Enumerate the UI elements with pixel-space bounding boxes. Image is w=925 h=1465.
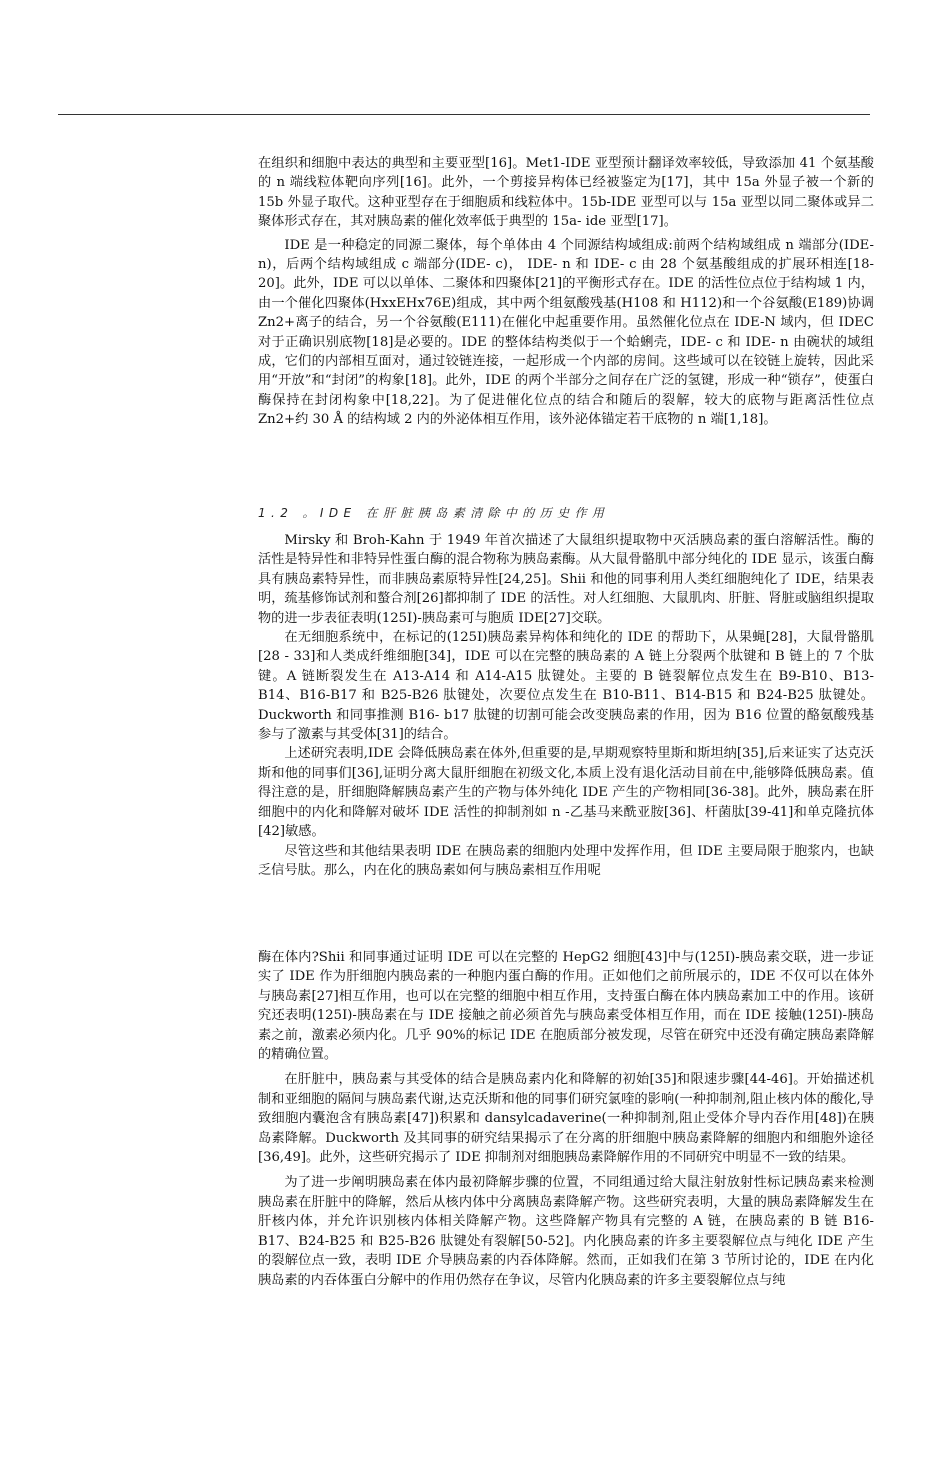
paragraph-history: Mirsky 和 Broh-Kahn 于 1949 年首次描述了大鼠组织提取物中灭活胰岛素的蛋白溶解活性。酶的活性是特异性和非特异性蛋白酶的混合物称为胰岛素酶。从大鼠骨骼肌中部分纯化的 IDE 显示，该蛋白酶具有胰岛素特异性，而非胰岛素原特异性[24,25]。Shii 和他的同事利用人类红细胞纯化了 IDE，结果表明，巯基修饰试剂和螯合剂[26]都抑制了 IDE 的活性。对人红细胞、大鼠肌肉、肝脏、肾脏或脑组织提取物的进一步表征表明(125I)-胰岛素可与胞质 IDE[27]交联。 [258,533,874,626]
bottom-section [258,948,874,1290]
section-heading: 1.2 。IDE 在肝脏胰岛素清除中的历史作用 [258,506,610,520]
paragraph-endosome: 为了进一步阐明胰岛素在体内最初降解步骤的位置，不同组通过给大鼠注射放射性标记胰岛素来检测胰岛素在肝脏中的降解，然后从核内体中分离胰岛素降解产物。这些研究表明，大量的胰岛素降解发生在肝核内体，并允许识别核内体相关降解产物。这些降解产物具有完整的 A 链，在胰岛素的 B 链 B16-B17、B24-B25 和 B25-B26 肽键处有裂解[50-52]。内化胰岛素的许多主要裂解位点与纯化 IDE 产生的裂解位点一致，表明 IDE 介导胰岛素的内吞体降解。然而，正如我们在第 3 节所讨论的，IDE 在内化胰岛素的内吞体蛋白分解中的作用仍然存在争议，尽管内化胰岛素的许多主要裂解位点与纯 [258,1175,874,1288]
paragraph-receptor-binding: 在肝脏中，胰岛素与其受体的结合是胰岛素内化和降解的初始[35]和限速步骤[44-46]。开始描述机制和亚细胞的隔间与胰岛素代谢,达克沃斯和他的同事们研究氯喹的影响(一种抑制剂,阻止核内体的酸化,导致细胞内囊泡含有胰岛素[47])积累和 dansylcadaverine(一种抑制剂,阻止受体介导内吞作用[48])在胰岛素降解。Duckworth 及其同事的研究结果揭示了在分离的肝细胞中胰岛素降解的细胞内和细胞外途径[36,49]。此外，这些研究揭示了 IDE 抑制剂对细胞胰岛素降解作用的不同研究中明显不一致的结果。 [258,1072,874,1166]
paragraph-cell-free: 在无细胞系统中，在标记的(125I)胰岛素异构体和纯化的 IDE 的帮助下，从果蝇[28]，大鼠骨骼肌[28 - 33]和人类成纤维细胞[34]，IDE 可以在完整的胰岛素的 A 链上分裂两个肽键和 B 链上的 7 个肽键。A 链断裂发生在 A13-A14 和 A14-A15 肽键处。主要的 B 链裂解位点发生在 B9-B10、B13-B14、B16-B17 和 B25-B26 肽键处，次要位点发生在 B10-B11、B14-B15 和 B24-B25 肽键处。Duckworth 和同事推测 B16- b17 肽键的切割可能会改变胰岛素的作用，因为 B16 位置的酪氨酸残基参与了激素与其受体[31]的结合。 [258,630,874,743]
paragraph-ide-structure: IDE 是一种稳定的同源二聚体，每个单体由 4 个同源结构域组成:前两个结构域组成 n 端部分(IDE- n)，后两个结构域组成 c 端部分(IDE- c)， IDE- n 和 IDE- c 由 28 个氨基酸组成的扩展环相连[18-20]。此外，IDE 可以以单体、二聚体和四聚体[21]的平衡形式存在。IDE 的活性位点位于结构域 1 内，由一个催化四聚体(HxxEHx76E)组成，其中两个组氨酸残基(H108 和 H112)和一个谷氨酸(E189)协调 Zn2+离子的结合，另一个谷氨酸(E111)在催化中起重要作用。虽然催化位点在 IDE-N 域内，但 IDEC 对于正确识别底物[18]是必要的。IDE 的整体结构类似于一个蛤蜊壳，IDE- c 和 IDE- n 由碗状的域组成，它们的内部相互面对，通过铰链连接，一起形成一个内部的房间。这些域可以在铰链上旋转，因此采用“开放”和“封闭”的构象[18]。此外，IDE 的两个半部分之间存在广泛的氢键，形成一种“锁存”，使蛋白酶保持在封闭构象中[18,22]。为了促进催化位点的结合和随后的裂解，较大的底物与距离活性位点 Zn2+约 30 Å 的结构域 2 内的外泌体相互作用，该外泌体锚定若干底物的 n 端[1,18]。 [258,237,874,428]
middle-section [258,531,874,880]
paragraph-hepg2: 酶在体内?Shii 和同事通过证明 IDE 可以在完整的 HepG2 细胞[43]中与(125I)-胰岛素交联，进一步证实了 IDE 作为肝细胞内胰岛素的一种胞内蛋白酶的作用。正如他们之前所展示的，IDE 不仅可以在体外与胰岛素[27]相互作用，也可以在完整的细胞中相互作用，支持蛋白酶在体内胰岛素加工中的作用。该研究还表明(125I)-胰岛素在与 IDE 接触之前必须首先与胰岛素受体相互作用，而在 IDE 接触(125I)-胰岛素之前，激素必须内化。几乎 90%的标记 IDE 在胞质部分被发现，尽管在研究中还没有确定胰岛素降解的精确位置。 [258,950,874,1063]
paragraph-isoforms: 在组织和细胞中表达的典型和主要亚型[16]。Met1-IDE 亚型预计翻译效率较低，导致添加 41 个氨基酸的 n 端线粒体靶向序列[16]。此外，一个剪接异构体已经被鉴定为[17]，其中 15a 外显子被一个新的 15b 外显子取代。这种亚型存在于细胞质和线粒体中。15b-IDE 亚型可以与 15a 亚型以同二聚体或异二聚体形式存在，其对胰岛素的催化效率低于典型的 15a- ide 亚型[17]。 [258,156,874,230]
section-heading-container [258,504,874,521]
header-rule [58,114,870,115]
paragraph-hepatocytes: 上述研究表明,IDE 会降低胰岛素在体外,但重要的是,早期观察特里斯和斯坦纳[35],后来证实了达克沃斯和他的同事们[36],证明分离大鼠肝细胞在初级文化,本质上没有退化活动目前在中,能够降低胰岛素。值得注意的是，肝细胞降解胰岛素产生的产物与体外纯化 IDE 产生的产物相同[36-38]。此外，胰岛素在肝细胞中的内化和降解对破坏 IDE 活性的抑制剂如 n -乙基马来酰亚胺[36]、杆菌肽[39-41]和单克隆抗体[42]敏感。 [258,746,874,840]
paragraph-cytosol: 尽管这些和其他结果表明 IDE 在胰岛素的细胞内处理中发挥作用，但 IDE 主要局限于胞浆内，也缺乏信号肽。那么，内在化的胰岛素如何与胰岛素相互作用呢 [258,843,874,878]
top-section [258,154,874,430]
